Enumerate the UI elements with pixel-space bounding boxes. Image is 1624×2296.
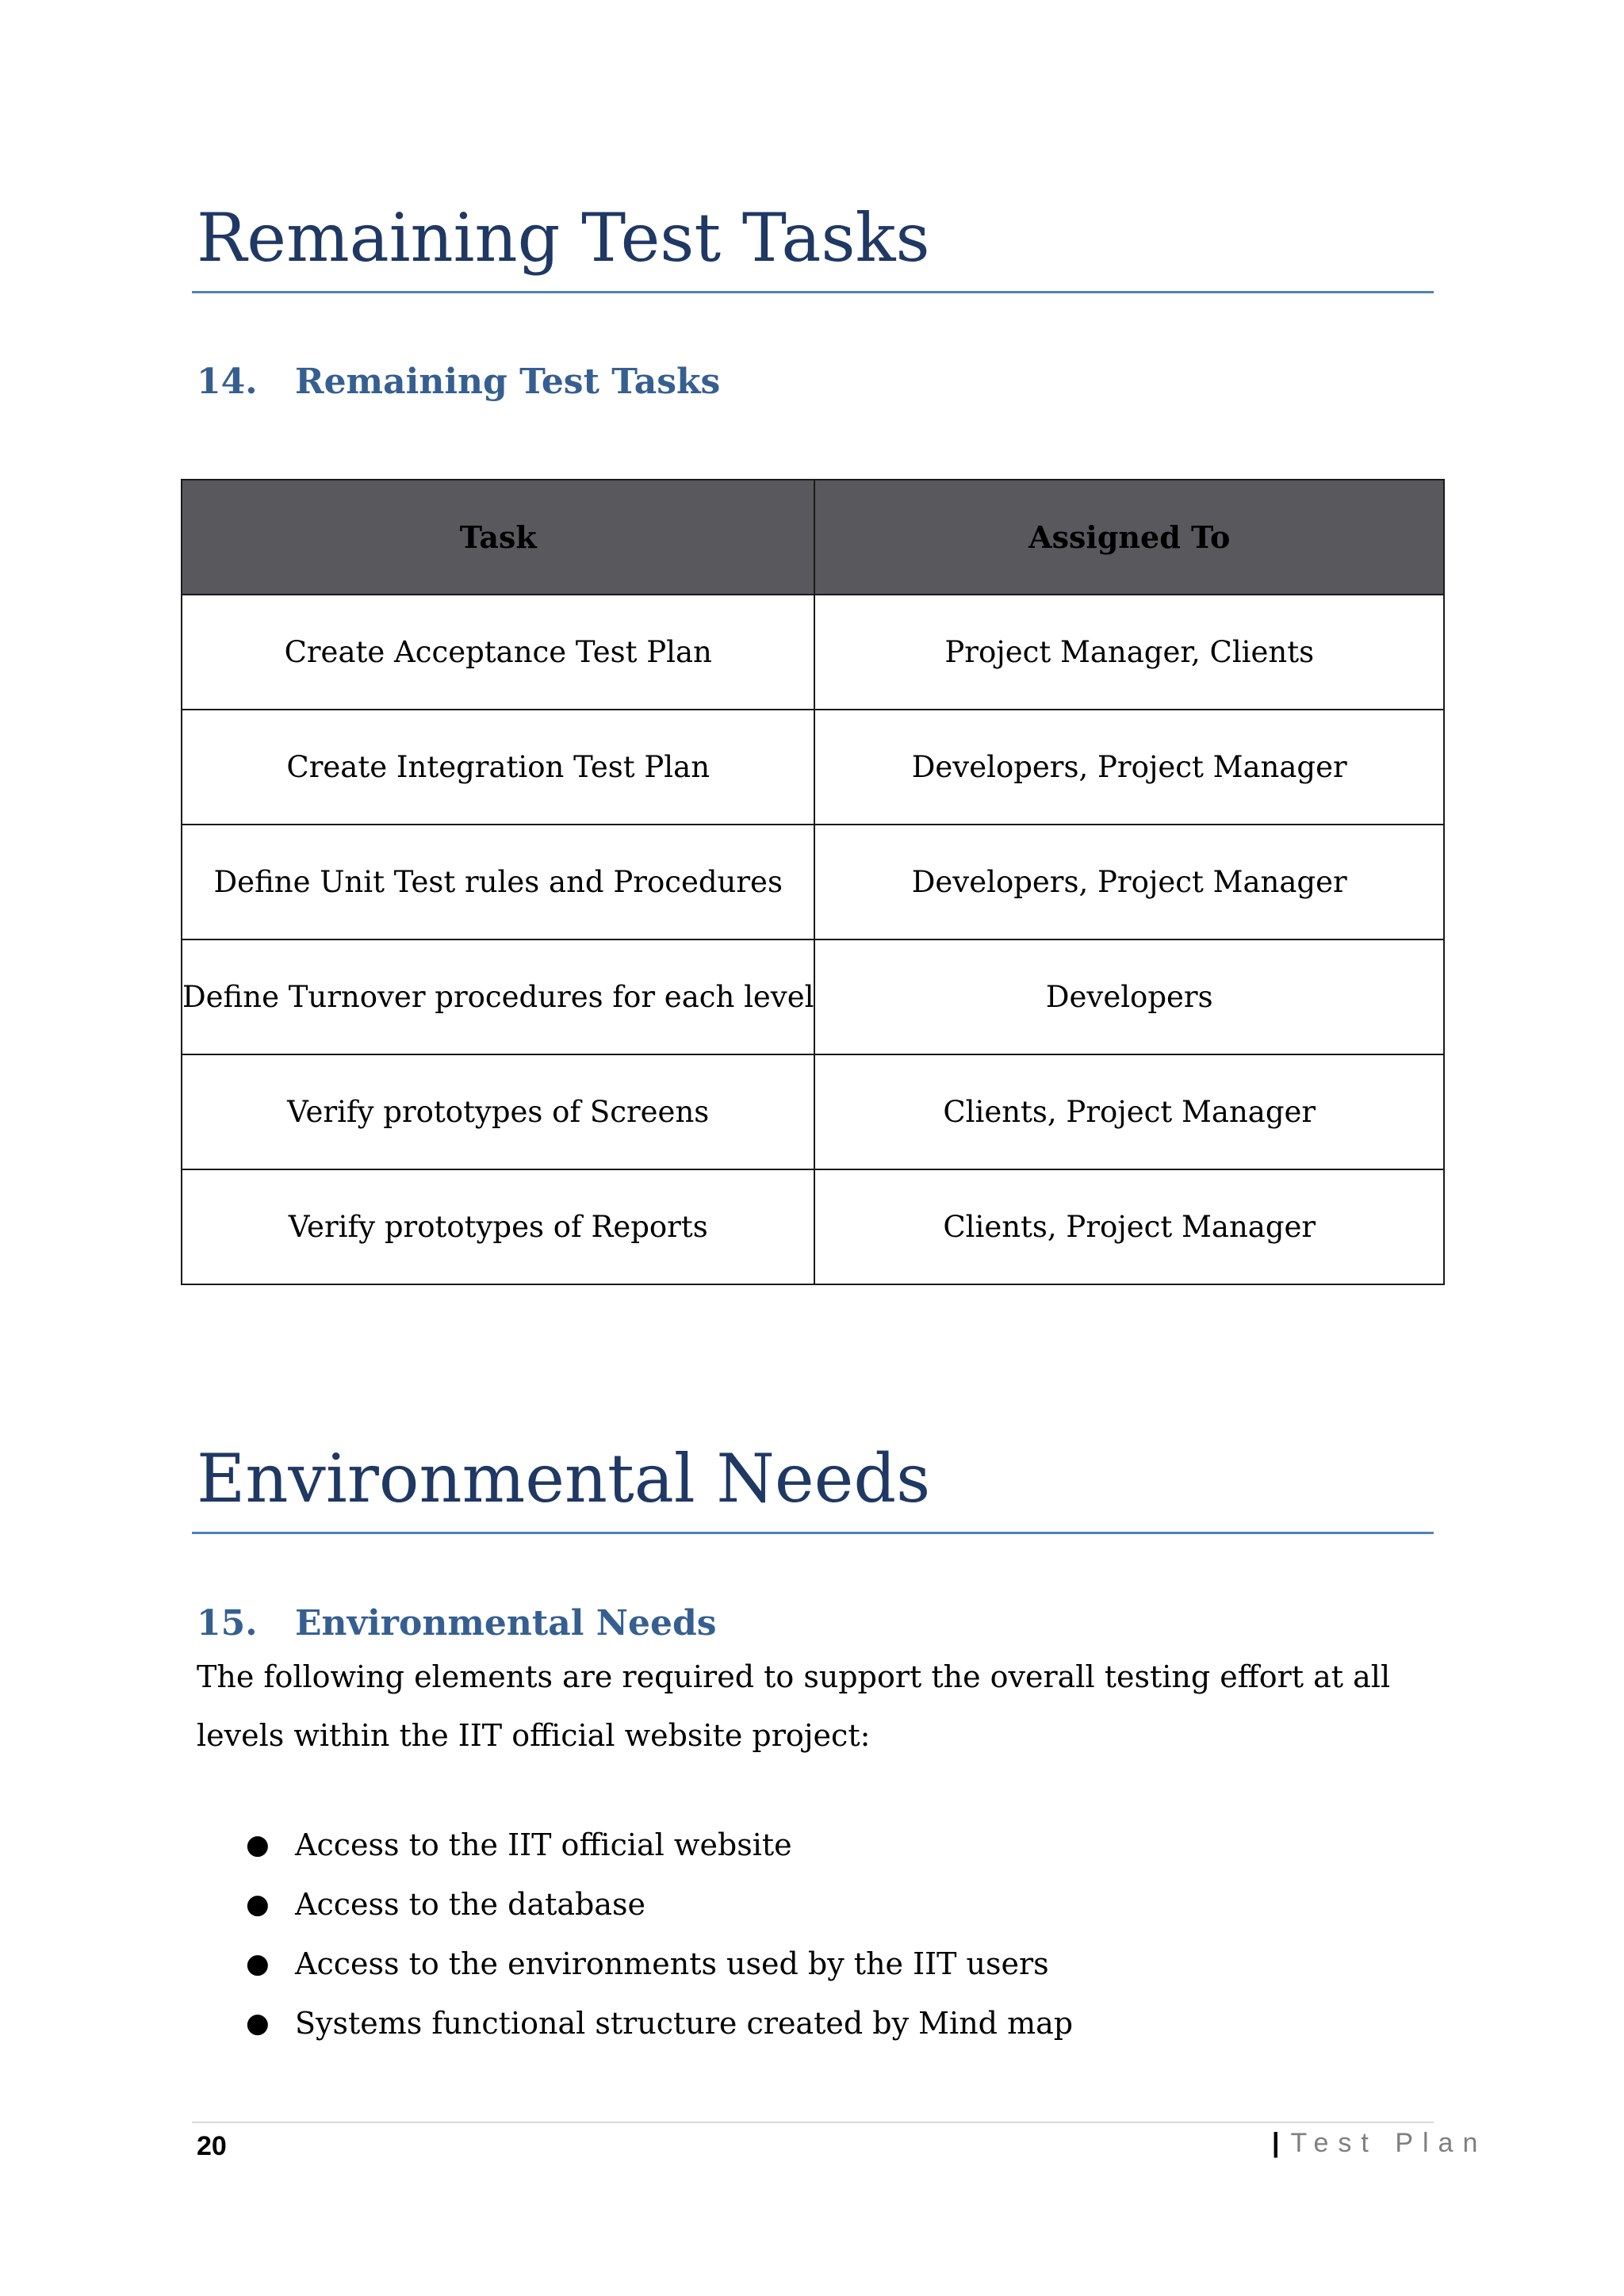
assigned-to-cell: Developers, Project Manager [814,710,1444,825]
bullet-icon: ● [246,1948,270,1980]
list-item [197,1875,1073,1934]
footer-document-title [1272,2128,1487,2159]
task-cell: Verify prototypes of Screens [182,1054,814,1169]
page-number: 20 [197,2131,227,2161]
list-item-text: Access to the environments used by the IIT users [295,1946,1049,1981]
list-item-text: Access to the database [295,1887,645,1922]
task-cell: Create Integration Test Plan [182,710,814,825]
table-row [182,1054,1444,1169]
table-row [182,595,1444,710]
assigned-to-cell: Clients, Project Manager [814,1169,1444,1284]
footer-title-text: Test Plan [1290,2128,1488,2158]
bullet-icon: ● [246,2007,270,2039]
assigned-to-cell: Clients, Project Manager [814,1054,1444,1169]
task-cell: Create Acceptance Test Plan [182,595,814,710]
section-heading-14 [197,362,721,402]
footer-divider [192,2122,1434,2123]
list-item [197,1934,1073,1994]
assigned-to-cell: Developers, Project Manager [814,825,1444,939]
title-underline [192,1532,1434,1534]
table-row [182,825,1444,939]
task-cell: Define Turnover procedures for each level [182,939,814,1054]
page-title-remaining-test-tasks: Remaining Test Tasks [197,199,930,277]
page-title-environmental-needs: Environmental Needs [197,1440,931,1517]
bullet-icon: ● [246,1829,270,1861]
assigned-to-cell: Project Manager, Clients [814,595,1444,710]
title-underline [192,291,1434,293]
list-item-text: Access to the IIT official website [295,1827,792,1862]
environment-needs-list [197,1816,1073,2053]
remaining-tasks-table [181,479,1445,1285]
assigned-to-cell: Developers [814,939,1444,1054]
section-heading-15 [197,1603,717,1644]
column-header-task: Task [182,480,814,595]
table-row [182,710,1444,825]
bullet-icon: ● [246,1888,270,1920]
list-item [197,1816,1073,1875]
footer-separator: | [1272,2128,1280,2158]
table-row [182,1169,1444,1284]
section-number: 14. [197,362,258,402]
section-heading-text: Environmental Needs [295,1603,717,1644]
table-header-row [182,480,1444,595]
intro-paragraph: The following elements are required to support the overall testing effort at all levels within the IIT official website project: [197,1659,1391,1753]
section-heading-text: Remaining Test Tasks [295,362,721,402]
table-row [182,939,1444,1054]
task-cell: Define Unit Test rules and Procedures [182,825,814,939]
column-header-assigned-to: Assigned To [814,480,1444,595]
list-item [197,1994,1073,2053]
section-number: 15. [197,1603,258,1644]
list-item-text: Systems functional structure created by Mind map [295,2006,1074,2041]
task-cell: Verify prototypes of Reports [182,1169,814,1284]
